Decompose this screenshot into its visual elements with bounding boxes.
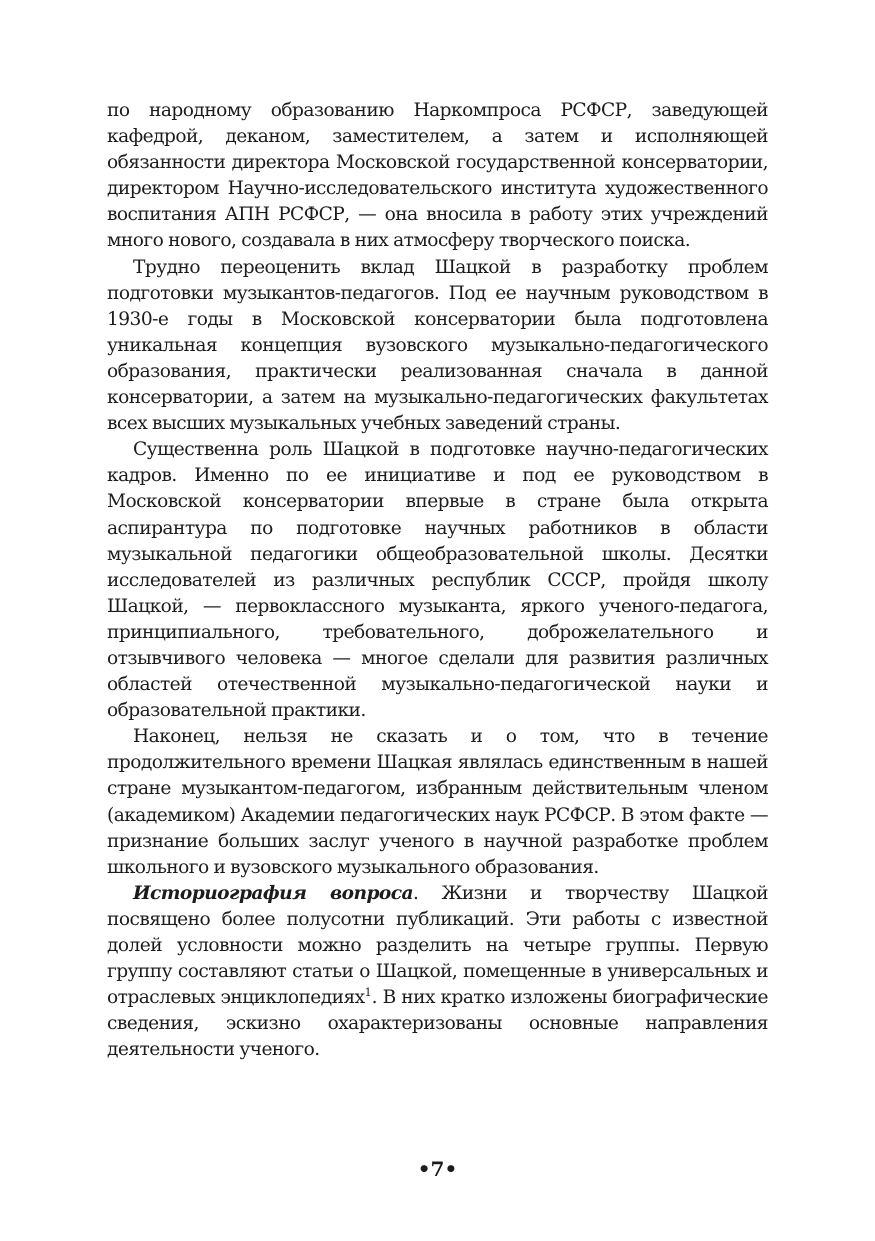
paragraph-academician: Наконец, нельзя не сказать и о том, что в течение продолжительного времени Шацкая являлась единственным в нашей стране музыкантом-педагогом, избранным действительным членом (академиком) Академии педагогических наук РСФСР. В этом факте — признание больших заслуг ученого в научной разработке проблем школьного и вузовского музыкального образования. bbox=[107, 726, 768, 878]
historiography-text-part1: . Жизни и творчеству Шацкой посвящено более полусотни публикаций. Эти работы с известной долей условности можно разделить на четыре группы. Первую группу составляют статьи о Шацкой, помещенные в универсальных и отраслевых энциклопедиях bbox=[107, 882, 769, 1009]
paragraph-research-staff: Существенна роль Шацкой в подготовке научно-педагогических кадров. Именно по ее инициативе и под ее руководством в Московской консерватории впервые в стране была открыта аспирантура по подготовке научных работников в области музыкальной педагогики общеобразовательной школы. Десятки исследователей из различных республик СССР, пройдя школу Шацкой, — первоклассного музыканта, яркого ученого-педагога, принципиального, требовательного, доброжелательного и отзывчивого человека — многое сделали для развития различных областей отечественной музыкально-педагогической науки и образовательной практики. bbox=[107, 439, 768, 722]
page-number: •7• bbox=[417, 1157, 458, 1181]
paragraph-training-contribution: Трудно переоценить вклад Шацкой в разработку проблем подготовки музыкантов-педагогов. Под ее научным руководством в 1930-е годы в Московской консерватории была подготовлена уникальная концепция вузовского музыкально-педагогического образования, практически реализованная сначала в данной консерватории, а затем на музыкально-педагогических факультетах всех высших музыкальных учебных заведений страны. bbox=[107, 256, 768, 435]
paragraph-historiography bbox=[107, 881, 768, 1064]
footnote-marker[interactable]: 1 bbox=[364, 986, 372, 1000]
historiography-text-part2: . В них кратко изложены биографические сведения, эскизно охарактеризованы основные направления деятельности ученого. bbox=[107, 987, 768, 1061]
section-lead-heading: Историография вопроса bbox=[133, 882, 414, 904]
paragraph-continuation: по народному образованию Наркомпроса РСФСР, заведующей кафедрой, деканом, заместителем, а затем и исполняющей обязанности директора Московской государственной консерватории, директором Научно-исследовательского института художественного воспитания АПН РСФСР, — она вносила в работу этих учреждений много нового, создавала в них атмосферу творческого поиска. bbox=[107, 100, 768, 252]
body-text bbox=[107, 98, 768, 1063]
